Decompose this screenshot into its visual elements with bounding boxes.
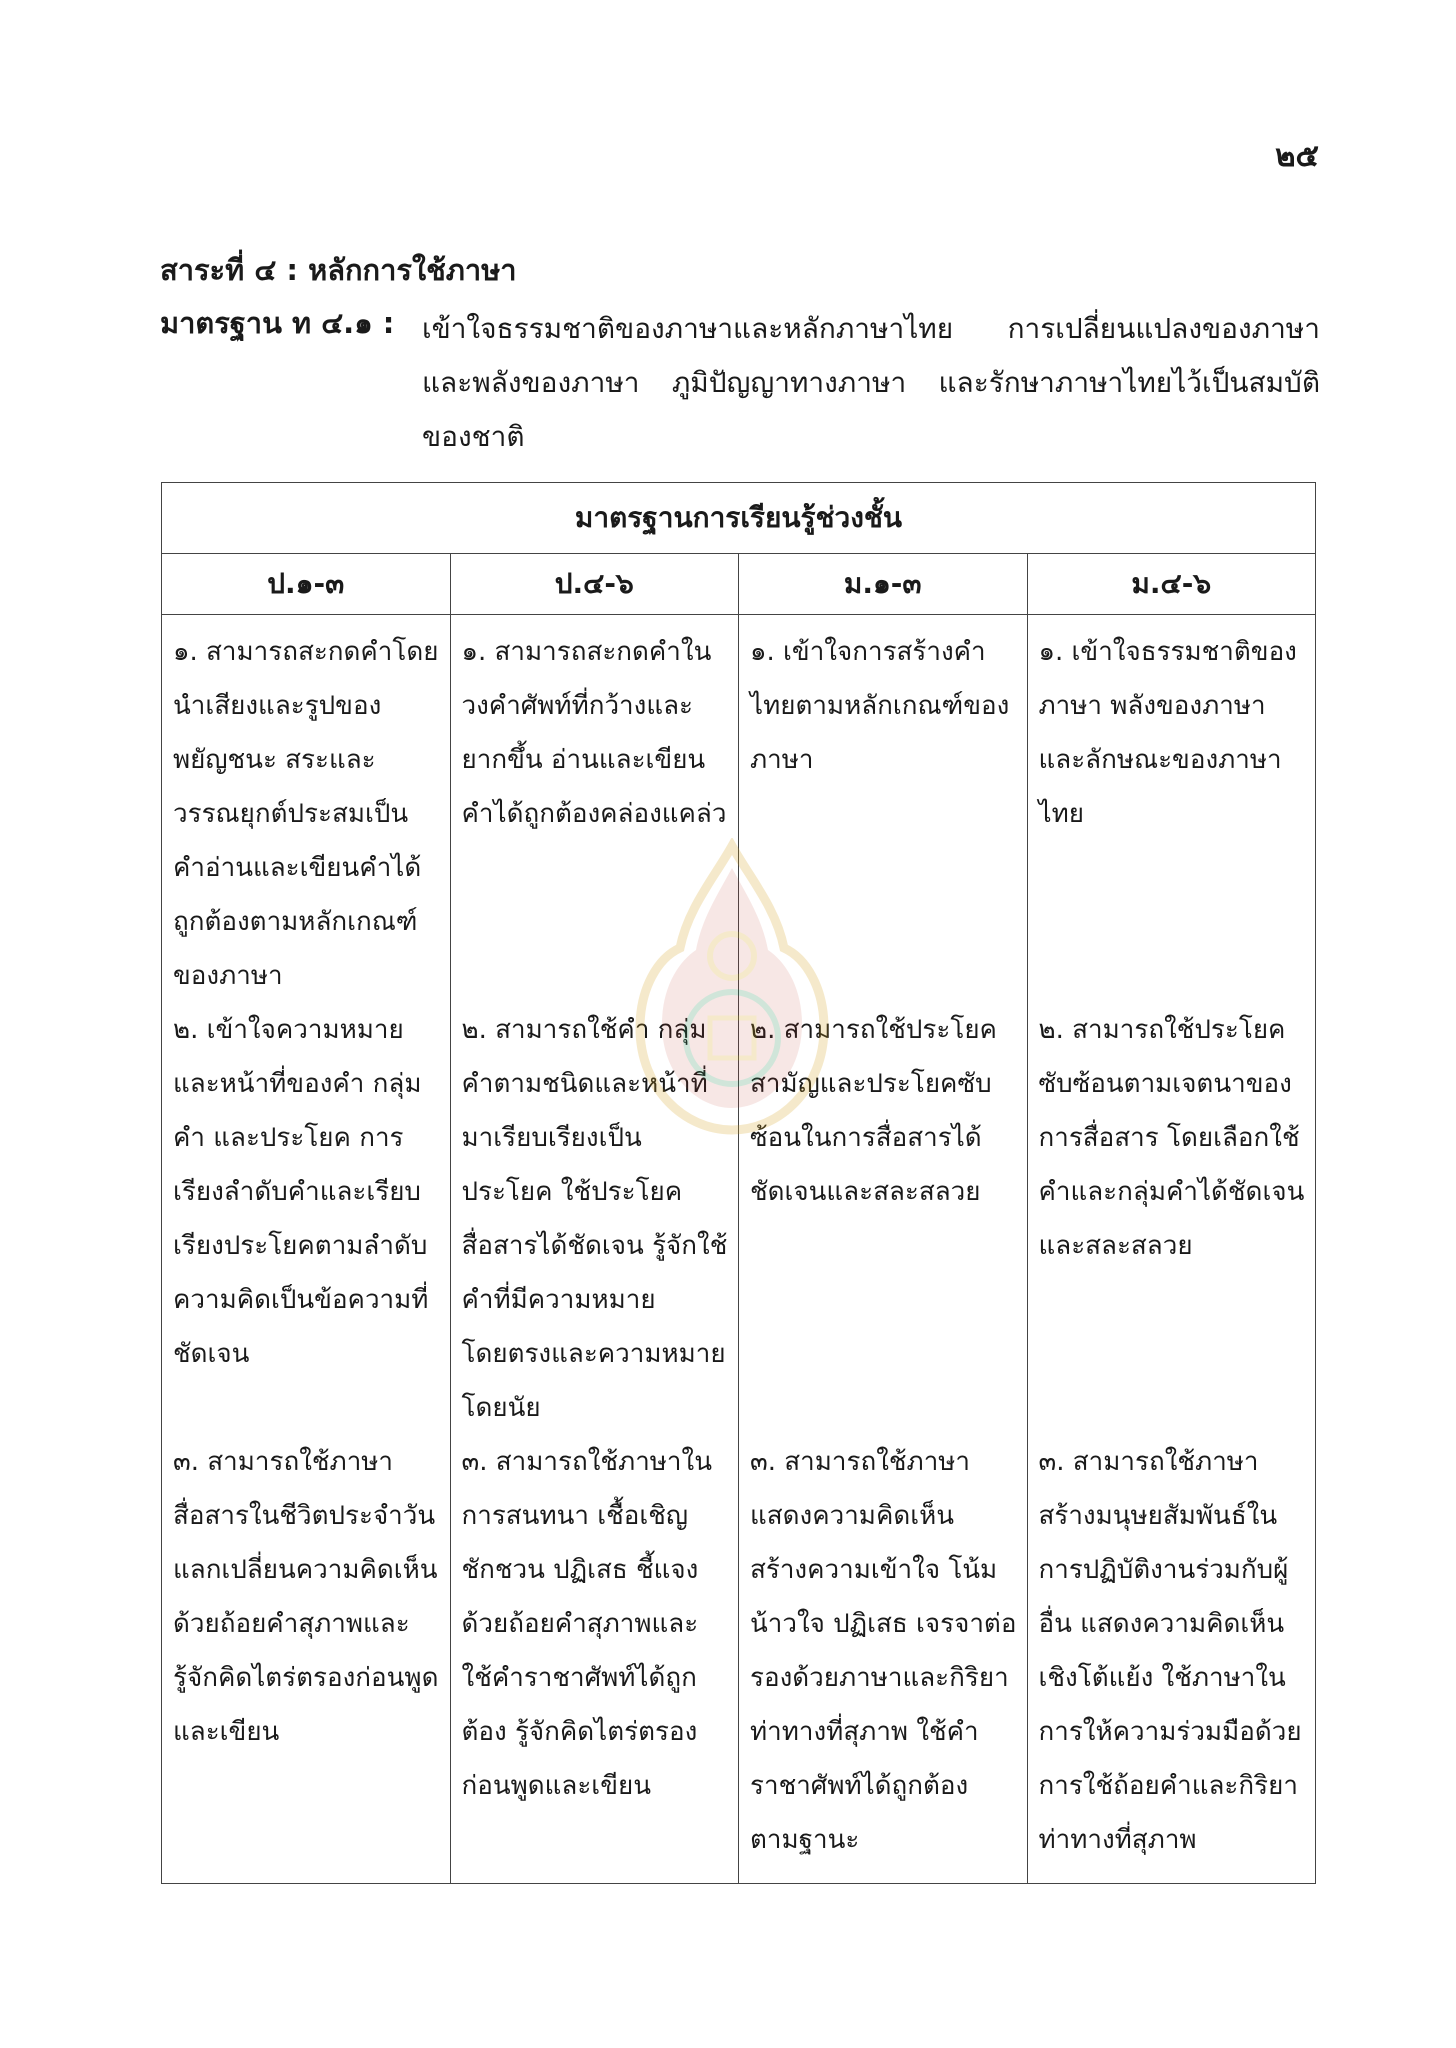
table-column	[1027, 615, 1316, 1884]
standard-label: มาตรฐาน ท ๔.๑ :	[160, 306, 395, 340]
standard-statement	[160, 300, 1320, 460]
table-cell: ๒. สามารถใช้ประโยคซับซ้อนตามเจตนาของการสื่อสาร โดยเลือกใช้คำและกลุ่มคำได้ชัดเจนและสละสลวย	[1038, 1015, 1305, 1261]
standards-table	[161, 482, 1316, 1884]
table-cell: ๓. สามารถใช้ภาษาสื่อสารในชีวิตประจำวันแลกเปลี่ยนความคิดเห็นด้วยถ้อยคำสุภาพและรู้จักคิดไตร่ตรองก่อนพูดและเขียน	[173, 1447, 439, 1747]
table-cell: ๑. เข้าใจการสร้างคำไทยตามหลักเกณฑ์ของภาษา	[750, 637, 1010, 775]
table-column	[450, 615, 739, 1884]
level-header-m1-3: ม.๑-๓	[739, 554, 1028, 615]
level-header-p4-6: ป.๔-๖	[450, 554, 739, 615]
table-cell: ๑. เข้าใจธรรมชาติของภาษา พลังของภาษา และลักษณะของภาษาไทย	[1038, 637, 1297, 829]
table-cell: ๒. เข้าใจความหมายและหน้าที่ของคำ กลุ่มคำ และประโยค การเรียงลำดับคำและเรียบเรียงประโยคตามลำดับความคิดเป็นข้อความที่ชัดเจน	[173, 1015, 429, 1369]
table-cell: ๑. สามารถสะกดคำโดยนำเสียงและรูปของพยัญชนะ สระและวรรณยุกต์ประสมเป็นคำอ่านและเขียนคำได้ถูกต้องตามหลักเกณฑ์ของภาษา	[173, 637, 439, 991]
table-column	[739, 615, 1028, 1884]
strand-title: สาระที่ ๔ : หลักการใช้ภาษา	[160, 253, 517, 287]
table-row	[162, 615, 1316, 1884]
page-number: ๒๕	[1275, 138, 1319, 174]
table-column	[162, 615, 451, 1884]
table-cell: ๒. สามารถใช้คำ กลุ่มคำตามชนิดและหน้าที่มาเรียบเรียงเป็นประโยค ใช้ประโยคสื่อสารได้ชัดเจน รู้จักใช้คำที่มีความหมายโดยตรงและความหมายโดยนัย	[461, 1015, 728, 1423]
table-cell: ๒. สามารถใช้ประโยคสามัญและประโยคซับซ้อนในการสื่อสารได้ชัดเจนและสละสลวย	[750, 1015, 997, 1207]
table-cell: ๓. สามารถใช้ภาษาสร้างมนุษยสัมพันธ์ในการปฏิบัติงานร่วมกับผู้อื่น แสดงความคิดเห็นเชิงโต้แย้ง ใช้ภาษาในการให้ความร่วมมือด้วยการใช้ถ้อยคำและกิริยาท่าทางที่สุภาพ	[1038, 1447, 1302, 1855]
table-title: มาตรฐานการเรียนรู้ช่วงชั้น	[162, 483, 1316, 554]
level-header-p1-3: ป.๑-๓	[162, 554, 451, 615]
level-header-m4-6: ม.๔-๖	[1027, 554, 1316, 615]
table-cell: ๓. สามารถใช้ภาษาในการสนทนา เชื้อเชิญ ชักชวน ปฏิเสธ ชี้แจง ด้วยถ้อยคำสุภาพและใช้คำราชาศัพท์ได้ถูกต้อง รู้จักคิดไตร่ตรอง ก่อนพูดและเขียน	[461, 1447, 713, 1801]
table-cell: ๓. สามารถใช้ภาษาแสดงความคิดเห็น สร้างความเข้าใจ โน้มน้าวใจ ปฏิเสธ เจรจาต่อรองด้วยภาษาและกิริยาท่าทางที่สุภาพ ใช้คำราชาศัพท์ได้ถูกต้องตามฐานะ	[750, 1447, 1017, 1855]
table-cell: ๑. สามารถสะกดคำในวงคำศัพท์ที่กว้างและยากขึ้น อ่านและเขียนคำได้ถูกต้องคล่องแคล่ว	[461, 637, 727, 829]
standard-text: เข้าใจธรรมชาติของภาษาและหลักภาษาไทย การเปลี่ยนแปลงของภาษาและพลังของภาษา ภูมิปัญญาทางภาษา และรักษาภาษาไทยไว้เป็นสมบัติของชาติ	[422, 312, 1320, 453]
